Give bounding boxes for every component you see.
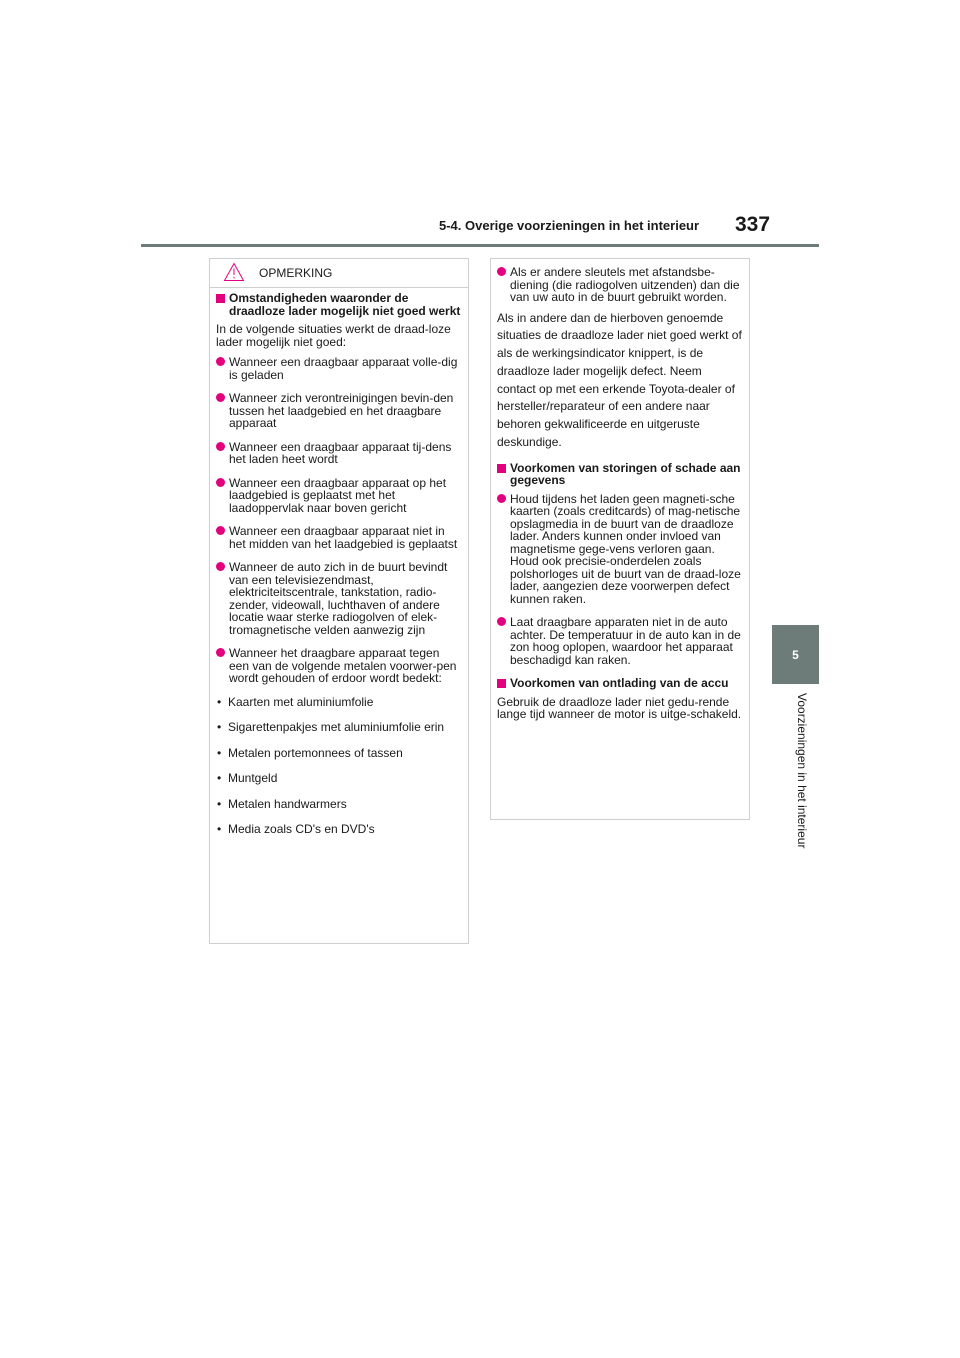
list-item: Wanneer de auto zich in de buurt bevindt van een televisiezendmast, elektriciteitscentrale, tankstation, radio-zender, videowall, luchthaven of andere locatie waar sterke radiogolven of elek-tromagnetische velden aanwezig zijn: [216, 561, 462, 636]
dot-bullet-icon: [216, 526, 225, 535]
notice-header: [210, 259, 468, 288]
notice-box-right: [490, 258, 750, 820]
list-item: Als er andere sleutels met afstandsbe-diening (die radiogolven uitzenden) dan die van uw auto in de buurt gebruikt worden.: [497, 266, 743, 304]
list-item: Wanneer een draagbaar apparaat op het laadgebied is geplaatst met het laadoppervlak naar boven gericht: [216, 477, 462, 515]
sub-list-item: • Metalen handwarmers: [217, 796, 347, 811]
square-bullet-icon: [497, 679, 506, 688]
dot-bullet-icon: [216, 393, 225, 402]
chapter-number: 5: [792, 647, 799, 662]
list-item: Wanneer een draagbaar apparaat niet in het midden van het laadgebied is geplaatst: [216, 525, 462, 550]
list-item: Wanneer het draagbare apparaat tegen een van de volgende metalen voorwer-pen wordt gehouden of erdoor wordt bedekt:: [216, 647, 462, 685]
dot-bullet-icon: [216, 478, 225, 487]
chapter-label: Voorzieningen in het interieur: [795, 693, 809, 849]
sub-list-item: • Muntgeld: [217, 771, 278, 785]
section-heading: Voorkomen van ontlading van de accu: [497, 677, 743, 690]
sub-list-item: • Sigarettenpakjes met aluminiumfolie erin: [217, 720, 445, 734]
sub-list-item: • Kaarten met aluminiumfolie: [217, 694, 374, 709]
list-item: Houd tijdens het laden geen magneti-sche kaarten (zoals creditcards) of mag-netische opslagmedia in de buurt van de draadloze lader. Anders kunnen onder invloed van magnetisme gege-vens verloren gaan. Houd ook precisie-onderdelen zoals polshorloges uit de buurt van de draad-loze lader, aangezien deze voorwerpen defect kunnen raken.: [497, 493, 743, 606]
list-item: Wanneer zich verontreinigingen bevin-den tussen het laadgebied en het draagbare apparaat: [216, 392, 462, 430]
sub-list-item: • Metalen portemonnees of tassen: [217, 745, 403, 760]
section-heading: Voorkomen van storingen of schade aan gegevens: [497, 462, 743, 487]
square-bullet-icon: [497, 464, 506, 473]
list-item: Laat draagbare apparaten niet in de auto achter. De temperatuur in de auto kan in de zon hoog oplopen, waardoor het apparaat beschadigd kan raken.: [497, 616, 743, 666]
list-item: Wanneer een draagbaar apparaat volle-dig is geladen: [216, 356, 462, 381]
dot-bullet-icon: [216, 648, 225, 657]
dot-bullet-icon: [216, 357, 225, 366]
dot-bullet-icon: [216, 442, 225, 451]
notice-title: OPMERKING: [259, 266, 333, 280]
dot-bullet-icon: [216, 562, 225, 571]
paragraph: Als in andere dan de hierboven genoemde situaties de draadloze lader niet goed werkt of als de werkingsindicator knippert, is de draadloze lader mogelijk defect. Neem contact op met een erkende Toyota-dealer of hersteller/reparateur of een andere naar behoren gekwalificeerde en uitgeruste deskundige.: [497, 310, 742, 450]
section-header: 5-4. Overige voorzieningen in het interieur: [439, 218, 700, 233]
warning-triangle-icon: [223, 262, 245, 287]
chapter-tab: [772, 625, 819, 684]
section-heading: Omstandigheden waaronder de draadloze lader mogelijk niet goed werkt: [216, 292, 462, 317]
paragraph: Gebruik de draadloze lader niet gedu-rende lange tijd wanneer de motor is uitge-schakeld.: [497, 694, 742, 722]
square-bullet-icon: [216, 294, 225, 303]
intro-text: In de volgende situaties werkt de draad-loze lader mogelijk niet goed:: [216, 322, 451, 349]
list-item: Wanneer een draagbaar apparaat tij-dens het laden heet wordt: [216, 441, 462, 466]
page-number: 337: [735, 213, 771, 236]
dot-bullet-icon: [497, 617, 506, 626]
dot-bullet-icon: [497, 267, 506, 276]
dot-bullet-icon: [497, 494, 506, 503]
sub-list-item: • Media zoals CD's en DVD's: [217, 822, 375, 836]
notice-box-left: [209, 258, 469, 944]
header-rule: [141, 244, 819, 247]
